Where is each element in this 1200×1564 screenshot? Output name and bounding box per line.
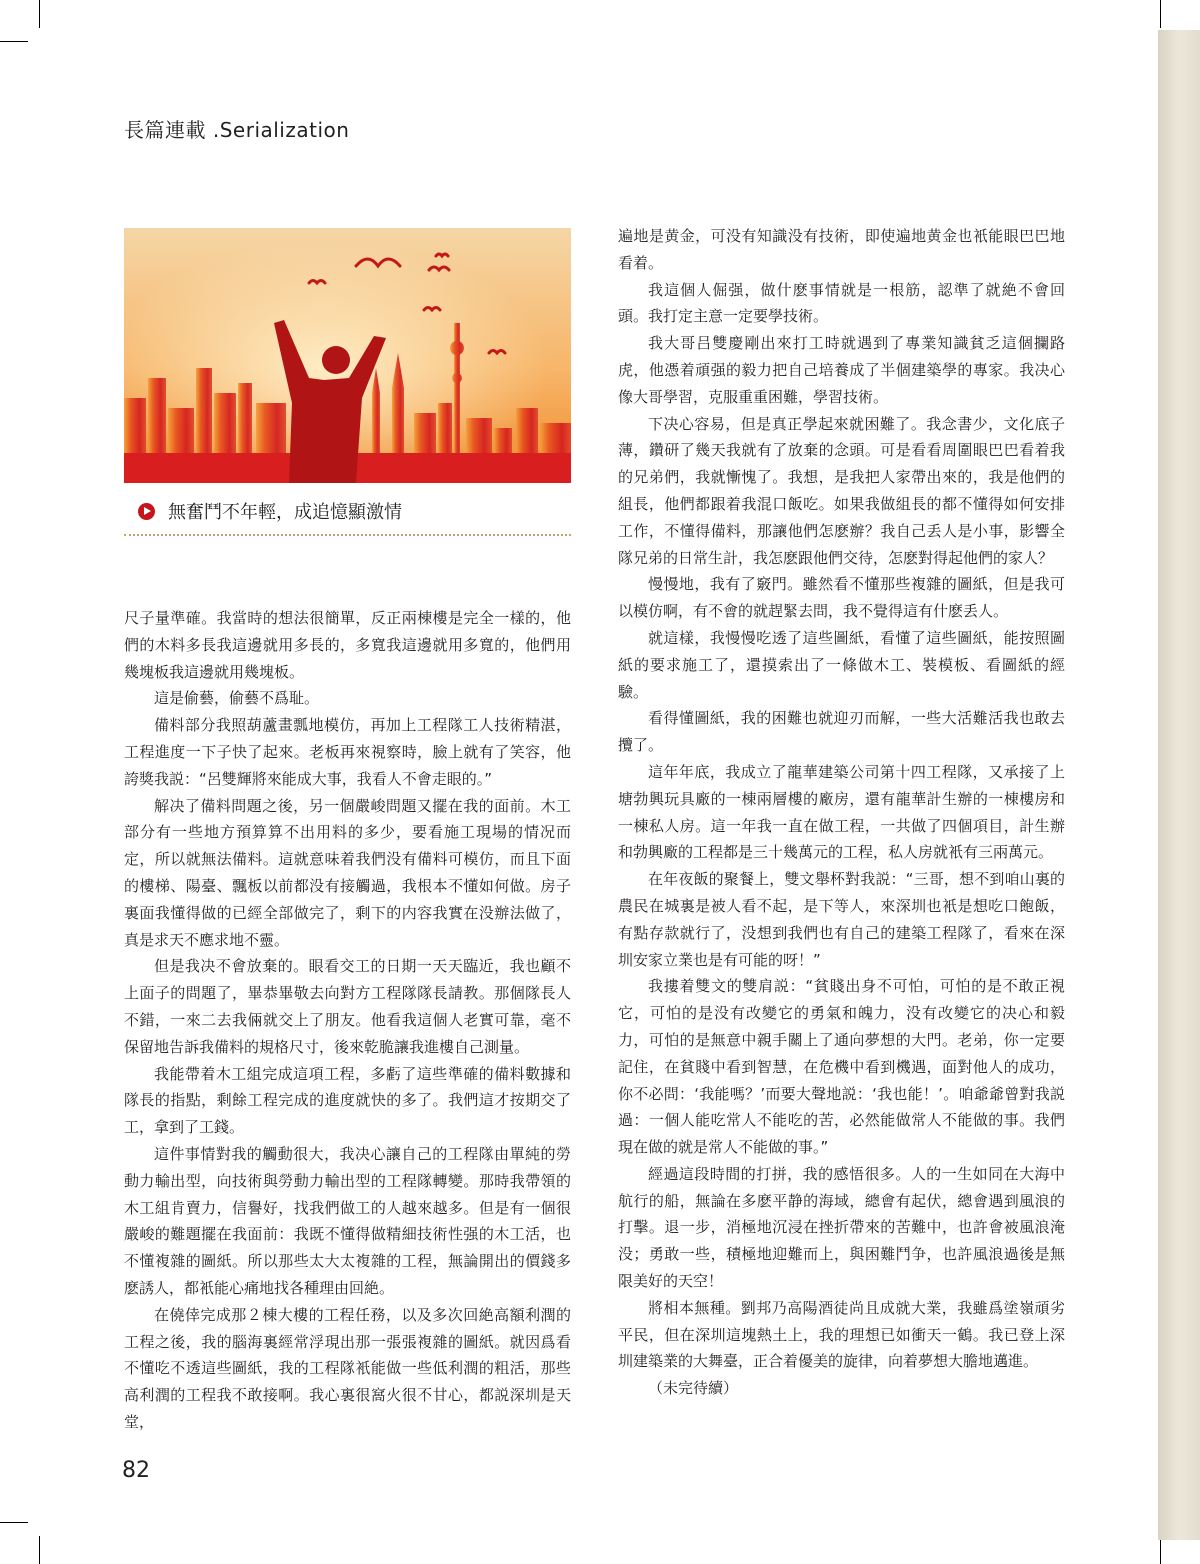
paragraph: 在僥倖完成那２棟大樓的工程任務，以及多次回絶高額利潤的工程之後，我的腦海裏經常浮現出那一張張複雜的圖紙。就因爲看不懂吃不透這些圖紙，我的工程隊衹能做一些低利潤的粗活，那些高利潤的工程我不敢接啊。我心裏很窩火很不甘心，都説深圳是天堂， [124, 1305, 571, 1431]
paragraph: 備料部分我照葫蘆畫瓢地模仿，再加上工程隊工人技術精湛，工程進度一下子快了起來。老板再來視察時，臉上就有了笑容，他誇獎我説：“呂雙輝將來能成大事，我看人不會走眼的。” [124, 716, 571, 788]
crop-mark [0, 41, 28, 42]
paragraph: 遍地是黄金，可没有知識没有技術，即使遍地黄金也衹能眼巴巴地看着。 [618, 227, 1065, 272]
paragraph: 就這樣，我慢慢吃透了這些圖紙，看懂了這些圖紙，能按照圖紙的要求施工了，還摸索出了一條做木工、裝模板、看圖紙的經驗。 [618, 628, 1065, 701]
section-header [124, 114, 349, 143]
paragraph: 這是偷藝，偷藝不爲耻。 [154, 689, 320, 708]
crop-mark [39, 0, 40, 28]
page-number: 82 [122, 1458, 150, 1483]
paragraph: 經過這段時間的打拼，我的感悟很多。人的一生如同在大海中航行的船，無論在多麽平静的海域，總會有起伏，總會遇到風浪的打擊。退一步，消極地沉浸在挫折帶來的苦難中，也許會被風浪淹没；勇敢一些，積極地迎難而上，與困難鬥争，也許風浪過後是無限美好的天空！ [618, 1164, 1065, 1291]
crop-mark [0, 1522, 28, 1523]
caption-text: 無奮鬥不年輕，成追憶顯激情 [168, 502, 402, 523]
paragraph: 下决心容易，但是真正學起來就困難了。我念書少，文化底子薄，鑽研了幾天我就有了放棄的念頭。可是看看周圍眼巴巴看着我的兄弟們，我就慚愧了。我想，是我把人家帶出來的，我是他們的組長，他們都跟着我混口飯吃。如果我做組長的都不懂得如何安排工作，不懂得備料，那讓他們怎麽辦？我自己丢人是小事，影響全隊兄弟的日常生計，我怎麽跟他們交待，怎麽對得起他們的家人？ [618, 414, 1065, 567]
play-bullet-icon [138, 503, 155, 520]
paragraph: 我大哥吕雙慶剛出來打工時就遇到了專業知識貧乏這個攔路虎，他憑着頑强的毅力把自己培養成了半個建築學的專家。我决心像大哥學習，克服重重困難，學習技術。 [618, 334, 1065, 406]
paragraph: 這年年底，我成立了龍華建築公司第十四工程隊，又承接了上塘勃興玩具廠的一棟兩層樓的廠房，還有龍華計生辦的一棟樓房和一棟私人房。這一年我一直在做工程，一共做了四個項目，計生辦和勃興廠的工程都是三十幾萬元的工程，私人房就衹有三兩萬元。 [618, 762, 1065, 862]
section-title-zh: 長篇連載 [124, 118, 206, 142]
left-column [124, 605, 571, 1436]
paragraph: 我能帶着木工組完成這項工程，多虧了這些準確的備料數據和隊長的指點，剩餘工程完成的進度就快的多了。我們這才按期交了工，拿到了工錢。 [124, 1064, 571, 1137]
crop-mark [1160, 0, 1161, 28]
paragraph: 在年夜飯的聚餐上，雙文舉杯對我説：“三哥，想不到咱山裏的農民在城裏是被人看不起，是下等人，來深圳也衹是想吃口飽飯，有點存款就行了，没想到我們也有自己的建築工程隊了，看來在深圳安家立業也是有可能的呀！” [618, 870, 1065, 969]
paragraph: 但是我决不會放棄的。眼看交工的日期一天天臨近，我也顧不上面子的問題了，畢恭畢敬去向對方工程隊隊長請教。那個隊長人不錯，一來二去我倆就交上了朋友。他看我這個人老實可靠，毫不保留地告訴我備料的規格尺寸，後來乾脆讓我進樓自己測量。 [124, 957, 571, 1056]
paragraph: 尺子量準確。我當時的想法很簡單，反正兩棟樓是完全一樣的，他們的木料多長我這邊就用多長的，多寬我這邊就用多寬的，他們用幾塊板我這邊就用幾塊板。 [124, 609, 571, 681]
to-be-continued-note: （未完待續） [648, 1379, 739, 1398]
paragraph: 慢慢地，我有了竅門。雖然看不懂那些複雜的圖紙，但是我可以模仿啊，有不會的就趕緊去問，我不覺得這有什麽丢人。 [618, 575, 1065, 621]
section-title-en: .Serialization [206, 118, 350, 142]
illustration-photo [124, 228, 571, 483]
paragraph: 將相本無種。劉邦乃高陽酒徒尚且成就大業，我雖爲塗嶺頑劣平民，但在深圳這塊熱土上，我的理想已如衝天一鶴。我已登上深圳建築業的大舞臺，正合着優美的旋律，向着夢想大膽地邁進。 [618, 1298, 1065, 1371]
crop-mark [39, 1536, 40, 1564]
caption-divider [124, 534, 571, 536]
paragraph: 這件事情對我的觸動很大，我决心讓自己的工程隊由單純的勞動力輸出型，向技術與勞動力輸出型的工程隊轉變。那時我帶領的木工組肯賣力，信譽好，找我們做工的人越來越多。但是有一個很嚴峻的難題擺在我面前：我既不懂得做精細技術性强的木工活，也不懂複雜的圖紙。所以那些太大太複雜的工程，無論開出的價錢多麽誘人，都衹能心痛地找各種理由回絶。 [124, 1144, 571, 1297]
crop-mark [1160, 1536, 1161, 1564]
paragraph: 我摟着雙文的雙肩説：“貧賤出身不可怕，可怕的是不敢正視它，可怕的是没有改變它的勇氣和魄力，没有改變它的决心和毅力，可怕的是無意中親手關上了通向夢想的大門。老弟，你一定要記住，在貧賤中看到智慧，在危機中看到機遇，面對他人的成功，你不必問：‘我能嗎？’而要大聲地説：‘我也能！’。咱爺爺曾對我説過：一個人能吃常人不能吃的苦，必然能做常人不能做的事。我們現在做的就是常人不能做的事。” [618, 977, 1065, 1157]
paragraph: 解决了備料問題之後，另一個嚴峻問題又擺在我的面前。木工部分有一些地方預算算不出用料的多少，要看施工現場的情况而定，所以就無法備料。這就意味着我們没有備料可模仿，而且下面的樓梯、陽臺、飄板以前都没有接觸過，我根本不懂如何做。房子裏面我懂得做的已經全部做完了，剩下的内容我實在没辦法做了，真是求天不應求地不靈。 [124, 796, 571, 949]
page-edge-band [1158, 30, 1200, 1540]
photo-caption [138, 498, 402, 524]
right-column [618, 223, 1065, 1402]
paragraph: 我這個人倔强，做什麽事情就是一根筋，認準了就絶不會回頭。我打定主意一定要學技術。 [618, 280, 1065, 326]
paragraph: 看得懂圖紙，我的困難也就迎刃而解，一些大活難活我也敢去攬了。 [618, 709, 1065, 755]
